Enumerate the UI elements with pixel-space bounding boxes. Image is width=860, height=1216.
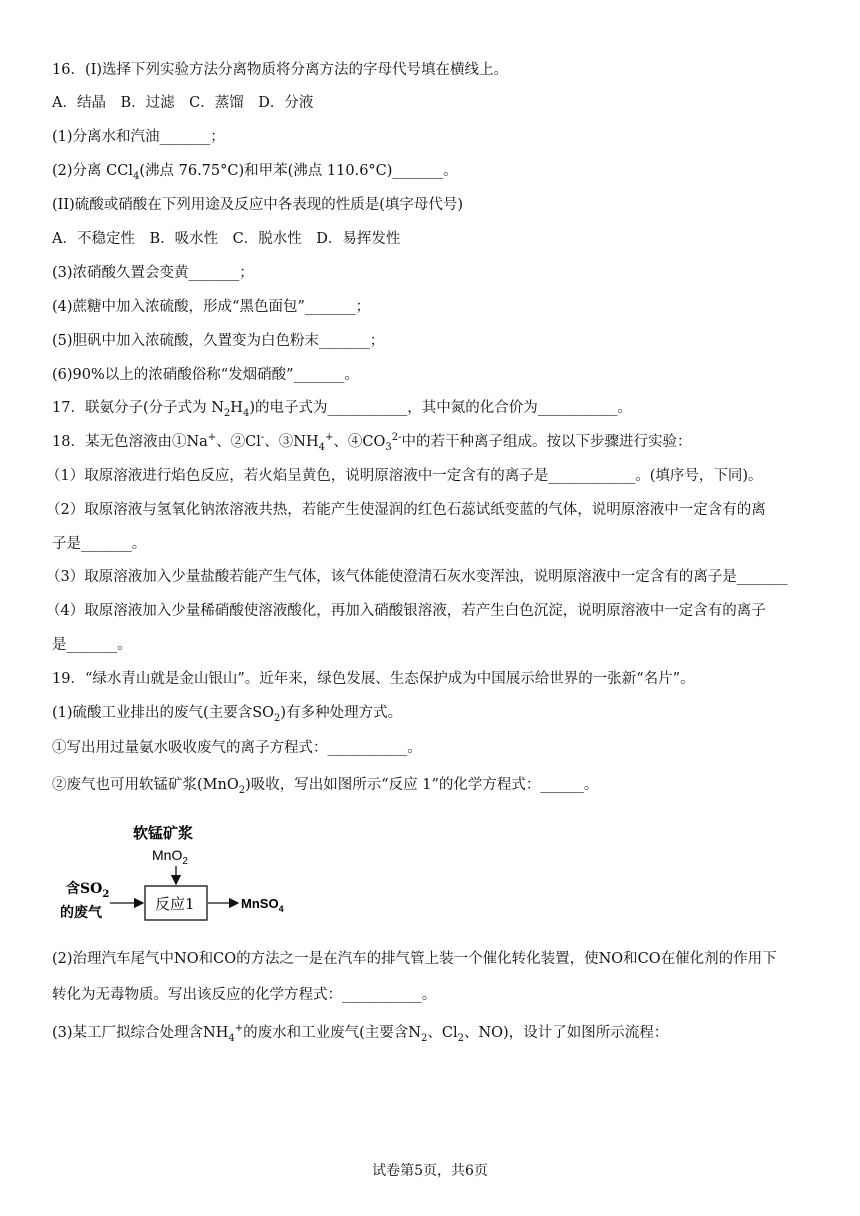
q19-part3: (3)某工厂拟综合处理含$NH_4^+$的废水和工业废气(主要含$N_2$、$Cl_2$、NO)，设计了如图所示流程： bbox=[52, 1023, 669, 1044]
q18-step4-cont: 是_______。 bbox=[52, 637, 132, 653]
q16-part1: (1)分离水和汽油_______； bbox=[52, 129, 225, 145]
q16-part3: (3)浓硝酸久置会变黄_______； bbox=[52, 265, 254, 281]
q19-part1-i: ①写出用过量氨水吸收废气的离子方程式：___________。 bbox=[52, 740, 422, 756]
ore-slurry-label: 软锰矿浆 bbox=[133, 824, 194, 842]
q17: 17．联氨分子(分子式为 $N_2H_4$)的电子式为___________，其中氮的化合价为___________。 bbox=[52, 400, 632, 419]
q18-step2-cont: 子是_______。 bbox=[52, 536, 147, 552]
q16-part5: (5)胆矾中加入浓硫酸，久置变为白色粉末_______； bbox=[52, 333, 385, 349]
q18-step3: （3）取原溶液加入少量盐酸若能产生气体，该气体能使澄清石灰水变浑浊，说明原溶液中一定含有的离子是_______ bbox=[46, 569, 788, 585]
q16-part2-stem: (II)硫酸或硝酸在下列用途及反应中各表现的性质是(填字母代号) bbox=[52, 197, 464, 213]
waste-gas-label-2: 的废气 bbox=[60, 905, 102, 921]
q19-part2: (2)治理汽车尾气中NO和CO的方法之一是在汽车的排气管上装一个催化转化装置，使NO和CO在催化剂的作用下 bbox=[52, 951, 777, 967]
q19-part1-ii: ②废气也可用软锰矿浆(MnO$_2$)吸收，写出如图所示“反应 1”的化学方程式：______。 bbox=[52, 777, 599, 796]
q16-part2: (2)分离 CCl$_4$(沸点 76.75°C)和甲苯(沸点 110.6°C)_______。 bbox=[52, 163, 458, 182]
page-footer: 试卷第5页，共6页 bbox=[372, 1163, 488, 1179]
q16-options2: A．不稳定性 B．吸水性 C．脱水性 D．易挥发性 bbox=[52, 231, 401, 247]
mno2-label: MnO$_2$ bbox=[152, 847, 188, 867]
reaction-diagram bbox=[58, 820, 318, 930]
q19-part2-cont: 转化为无毒物质。写出该反应的化学方程式：___________。 bbox=[52, 987, 437, 1003]
q16-part4: (4)蔗糖中加入浓硫酸，形成“黑色面包”_______； bbox=[52, 299, 371, 315]
waste-gas-label-1: 含$SO_2$ bbox=[66, 881, 110, 900]
q18-step1: （1）取原溶液进行焰色反应，若火焰呈黄色，说明原溶液中一定含有的离子是____________。(填序号，下同)。 bbox=[46, 468, 763, 484]
q16-part6: (6)90%以上的浓硝酸俗称“发烟硝酸”_______。 bbox=[52, 367, 359, 383]
reaction-box-label: 反应1 bbox=[155, 895, 195, 913]
q18-stem: 18．某无色溶液由①Na+、②Cl-、$③NH_4^+$、$④CO_3^{2-}$中的若干种离子组成。按以下步骤进行实验： bbox=[52, 432, 692, 453]
q18-step2: （2）取原溶液与氢氧化钠浓溶液共热，若能产生使湿润的红色石蕊试纸变蓝的气体，说明原溶液中一定含有的离 bbox=[46, 502, 766, 518]
q19-part1: (1)硫酸工业排出的废气(主要含$SO_2$)有多种处理方式。 bbox=[52, 705, 403, 724]
product-label: MnSO$_4$ bbox=[241, 896, 284, 914]
q18-step4: （4）取原溶液加入少量稀硝酸使溶液酸化，再加入硝酸银溶液，若产生白色沉淀，说明原溶液中一定含有的离子 bbox=[46, 603, 766, 619]
q16-options: A．结晶 B．过滤 C．蒸馏 D．分液 bbox=[52, 95, 314, 111]
q19-stem: 19．“绿水青山就是金山银山”。近年来，绿色发展、生态保护成为中国展示给世界的一张新“名片”。 bbox=[52, 671, 695, 687]
q16-stem: 16．(I)选择下列实验方法分离物质将分离方法的字母代号填在横线上。 bbox=[52, 62, 508, 78]
